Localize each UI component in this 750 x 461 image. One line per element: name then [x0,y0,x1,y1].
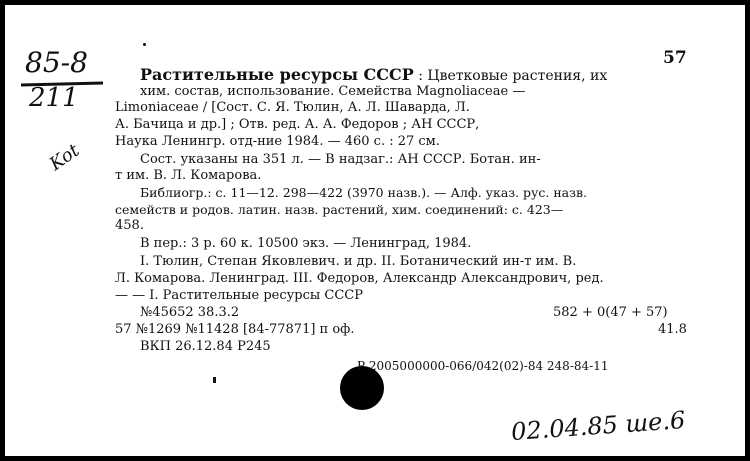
card-line-3: Limoniaceae / [Сост. С. Я. Тюлин, А. Л. Шаварда, Л. [115,100,470,115]
card-line-2: хим. состав, использование. Семейства Magnoliaceae — [140,84,526,99]
card-line-12: I. Тюлин, Степан Яковлевич. и др. II. Ботанический ин-т им. В. [140,254,577,269]
ink-mark [213,377,216,383]
card-line-11: В пер.: 3 р. 60 к. 10500 экз. — Ленинград, 1984. [140,236,472,251]
handwritten-margin-note: Kot [45,139,84,176]
ink-speck [143,43,146,46]
card-line-13: Л. Комарова. Ленинград. III. Федоров, Александр Александрович, ред. [115,271,604,286]
title-line: Растительные ресурсы СССР : Цветковые растения, их [140,65,608,84]
classification-code: 582 + 0(47 + 57) [553,305,668,320]
card-line-6: Сост. указаны на 351 л. — В надзаг.: АН СССР. Ботан. ин- [140,152,541,167]
vkp-line: ВКП 26.12.84 Р245 [140,339,271,354]
card-line-9: семейств и родов. латин. назв. растений, хим. соединений: с. 423— [115,202,564,217]
page-number: 57 [663,48,687,68]
price-code: 41.8 [658,322,687,337]
accession-numbers: 57 №1269 №11428 [84-77871] п оф. [115,322,355,337]
handwritten-call-code: 85-8 [25,46,88,79]
handwritten-call-number: 211 [29,83,79,113]
card-line-7: т им. В. Л. Комарова. [115,168,262,183]
catalog-number: №45652 38.3.2 [140,305,240,320]
card-line-14: — — I. Растительные ресурсы СССР [115,288,363,303]
card-line-10: 458. [115,218,144,233]
handwritten-date: 02.04.85 ше.6 [510,405,687,447]
catalog-card [5,5,745,456]
card-line-5: Наука Ленингр. отд-ние 1984. — 460 с. : 27 см. [115,134,440,149]
card-line-8: Библиогр.: с. 11—12. 298—422 (3970 назв.). — Алф. указ. рус. назв. [140,185,587,200]
bottom-code: Р 2005000000-066/042(02)-84 248-84-11 [357,359,609,373]
card-line-4: А. Бачица и др.] ; Отв. ред. А. А. Федоров ; АН СССР, [115,117,480,132]
